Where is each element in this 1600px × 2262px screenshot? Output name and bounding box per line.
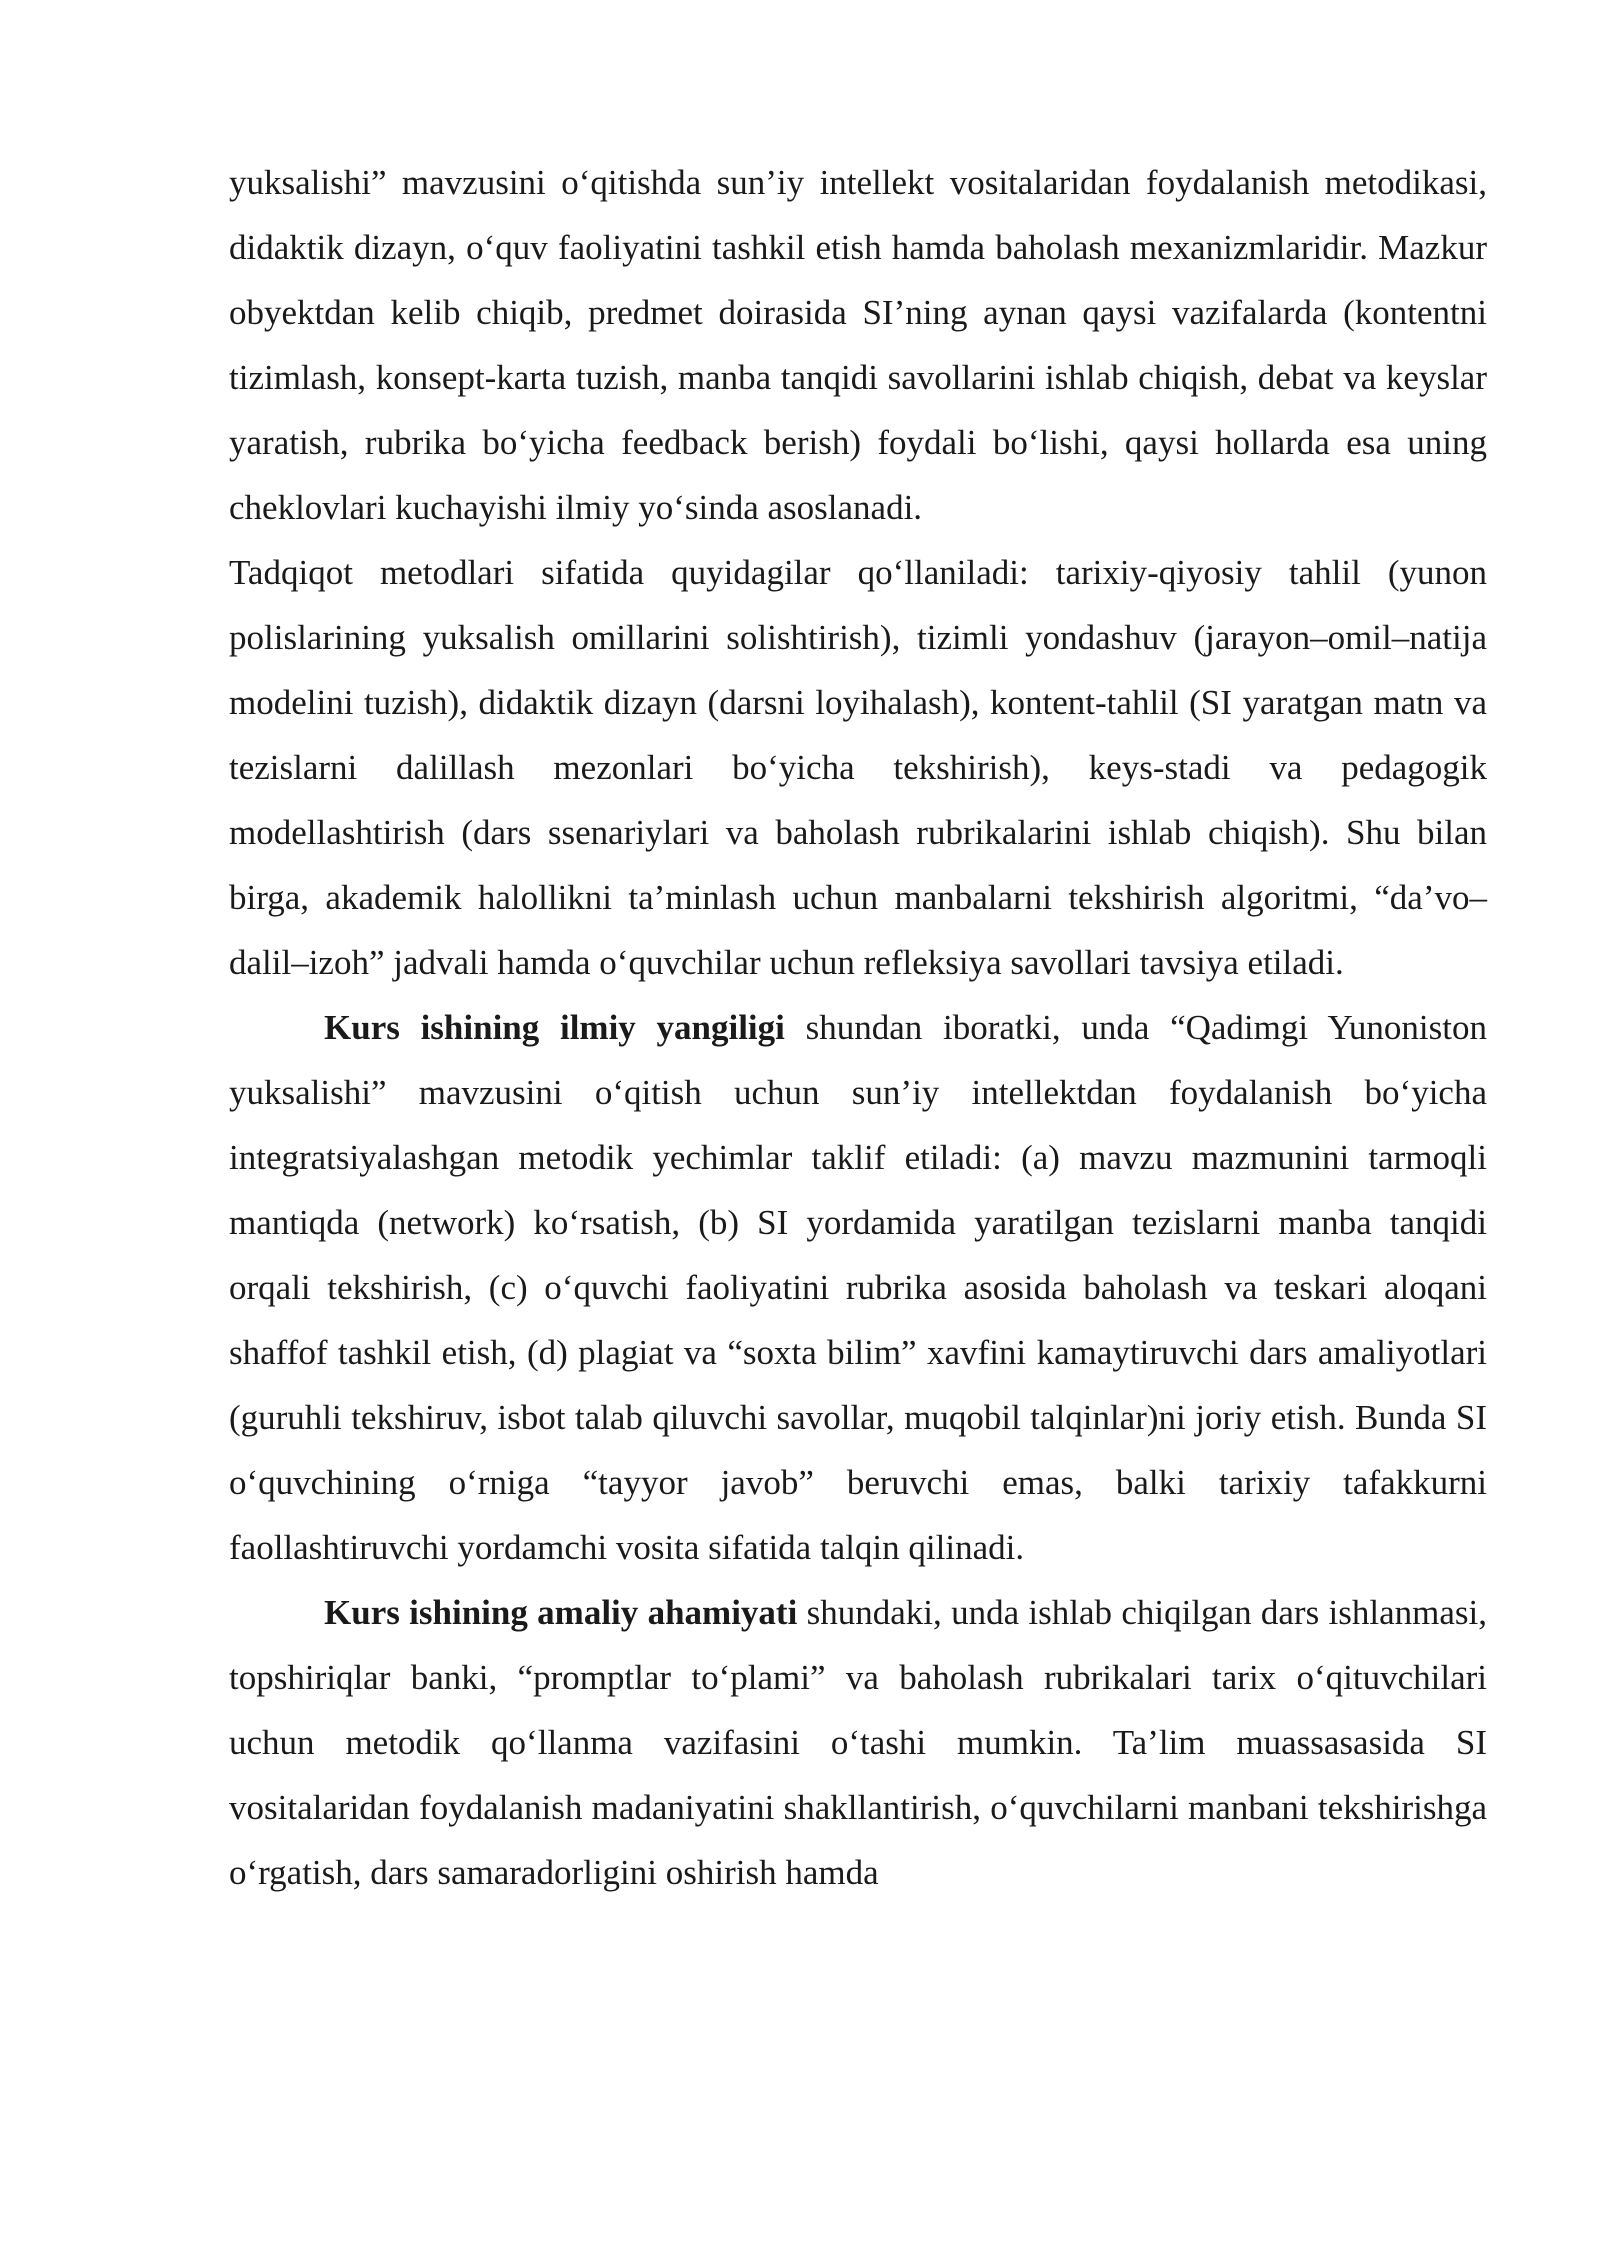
document-page: [229, 150, 1487, 1905]
paragraph-research-methods: Tadqiqot metodlari sifatida quyidagilar qo‘llaniladi: tarixiy-qiyosiy tahlil (yunon polislarining yuksalish omillarini solishtirish), tizimli yondashuv (jarayon–omil–natija modelini tuzish), didaktik dizayn (darsni loyihalash), kontent-tahlil (SI yaratgan matn va tezislarni dalillash mezonlari bo‘yicha tekshirish), keys-stadi va pedagogik modellashtirish (dars ssenariylari va baholash rubrikalarini ishlab chiqish). Shu bilan birga, akademik halollikni ta’minlash uchun manbalarni tekshirish algoritmi, “da’vo–dalil–izoh” jadvali hamda o‘quvchilar uchun refleksiya savollari tavsiya etiladi.: [229, 553, 1487, 982]
paragraph-practical-significance: [229, 1580, 1487, 1905]
significance-text: shundaki, unda ishlab chiqilgan dars ishlanmasi, topshiriqlar banki, “promptlar to‘plami” va baholash rubrikalari tarix o‘qituvchilari uchun metodik qo‘llanma vazifasini o‘tashi mumkin. Ta’lim muassasasida SI vositalaridan foydalanish madaniyatini shakllantirish, o‘quvchilarni manbani tekshirishga o‘rgatish, dars samaradorligini oshirish hamda: [229, 1593, 1487, 1892]
paragraph-scientific-novelty: [229, 995, 1487, 1580]
paragraph-object-subject: yuksalishi” mavzusini o‘qitishda sun’iy intellekt vositalaridan foydalanish metodikasi, didaktik dizayn, o‘quv faoliyatini tashkil etish hamda baholash mexanizmlaridir. Mazkur obyektdan kelib chiqib, predmet doirasida SI’ning aynan qaysi vazifalarda (kontentni tizimlash, konsept-karta tuzish, manba tanqidi savollarini ishlab chiqish, debat va keyslar yaratish, rubrika bo‘yicha feedback berish) foydali bo‘lishi, qaysi hollarda esa uning cheklovlari kuchayishi ilmiy yo‘sinda asoslanadi.: [229, 163, 1487, 527]
novelty-heading: Kurs ishining ilmiy yangiligi: [324, 1008, 785, 1047]
novelty-text: shundan iboratki, unda “Qadimgi Yunoniston yuksalishi” mavzusini o‘qitish uchun sun’iy intellektdan foydalanish bo‘yicha integratsiyalashgan metodik yechimlar taklif etiladi: (a) mavzu mazmunini tarmoqli mantiqda (network) ko‘rsatish, (b) SI yordamida yaratilgan tezislarni manba tanqidi orqali tekshirish, (c) o‘quvchi faoliyatini rubrika asosida baholash va teskari aloqani shaffof tashkil etish, (d) plagiat va “soxta bilim” xavfini kamaytiruvchi dars amaliyotlari (guruhli tekshiruv, isbot talab qiluvchi savollar, muqobil talqinlar)ni joriy etish. Bunda SI o‘quvchining o‘rniga “tayyor javob” beruvchi emas, balki tarixiy tafakkurni faollashtiruvchi yordamchi vosita sifatida talqin qilinadi.: [229, 1008, 1487, 1567]
significance-heading: Kurs ishining amaliy ahamiyati: [324, 1593, 798, 1632]
